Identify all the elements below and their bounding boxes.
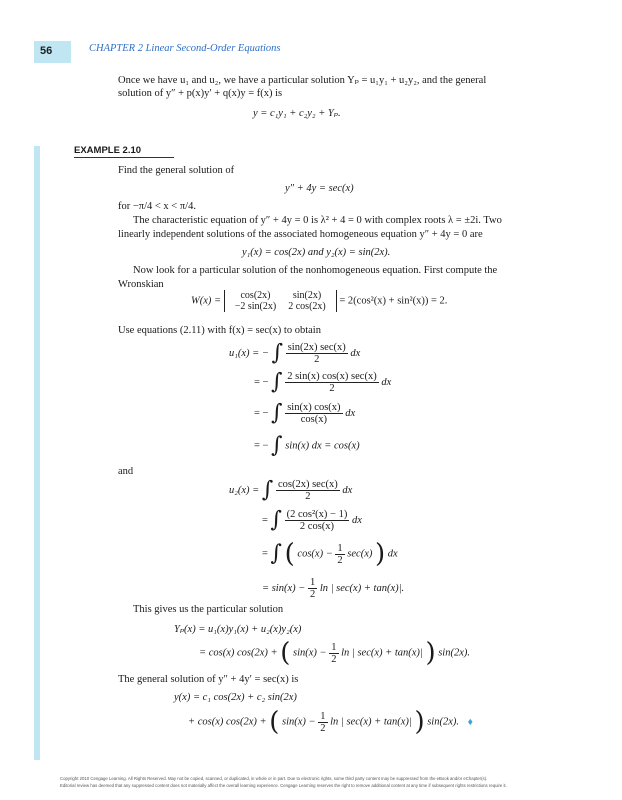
example-side-bar [34,146,40,760]
left-paren: ( [284,539,295,569]
right-paren: ) [425,638,436,668]
page-number-box [34,41,71,63]
w-a: cos(2x) [240,290,271,301]
u1-line-1: u₁(x) = − ∫ $\frac{\sin(2x) \sec(x)}{2}$ dx [229,340,361,366]
homogeneous-solutions: y₁(x) = cos(2x) and y₂(x) = sin(2x). [242,247,391,258]
u1-lhs: u₁(x) = − [229,348,269,359]
u2-fraction-2: $\frac{\text{(2 cos²(x) − 1)}}{2 \cos(x)}$ [286,509,348,532]
w-b: sin(2x) [292,290,322,301]
left-paren: ( [269,707,280,737]
find-text: Find the general solution of [118,165,235,176]
now-line-2: Wronskian [118,279,164,290]
u2-line-1: u₂(x) = ∫ $\frac{\cos(2x) \sec(x)}{2}$ dx [229,477,353,503]
u1-line-4: = − ∫ sin(x) dx = cos(x) [254,433,360,458]
domain-text: for −π/4 < x < π/4. [118,201,196,212]
example-title-rule [74,157,174,158]
integral-sign: ∫ [270,507,283,533]
general-text: The general solution of y″ + 4y′ = sec(x) is [118,674,299,685]
half-fraction: $\frac{1}{2}$ [320,710,326,734]
integral-sign: ∫ [270,541,283,566]
now-line-1: Now look for a particular solution of the nonhomogeneous equation. First compute the [133,265,498,276]
intro-line-2: solution of y″ + p(x)y′ + q(x)y = f(x) is [118,88,283,99]
particular-solution-1: Yₚ(x) = u₁(x)y₁(x) + u₂(x)y₂(x) [174,624,302,635]
u1-fraction-3: $\frac{\sin(x) \cos(x)}{\cos(x)}$ [287,402,341,425]
char-line-1: The characteristic equation of y″ + 4y = 0 is λ² + 4 = 0 with complex roots λ = ±2i. Two [133,215,502,226]
ode-equation: y″ + 4y = sec(x) [285,183,354,194]
gives-text: This gives us the particular solution [133,604,284,615]
wronskian-equation [191,290,447,312]
half-fraction: $\frac{1}{2}$ [337,542,343,566]
integral-sign: ∫ [271,400,283,426]
w-d: 2 cos(2x) [288,301,326,312]
wronskian-determinant [224,290,337,312]
general-solution-2: + cos(x) cos(2x) + ( sin(x) − $\frac{1}{2}$ ln | sec(x) + tan(x)| ) sin(2x). ♦ [188,707,473,737]
integral-sign: ∫ [271,369,283,395]
u2-fraction-1: $\frac{\cos(2x) \sec(x)}{2}$ [277,479,338,502]
u2-line-4: = sin(x) − $\frac{1}{2}$ ln | sec(x) + tan(x)|. [262,577,405,600]
end-of-example-diamond-icon: ♦ [467,716,473,728]
w-c: −2 sin(2x) [234,301,277,312]
u1-fraction-2: $\frac{2 \sin(x) \cos(x) \sec(x)}{2}$ [287,371,377,394]
u1-line-3: = − ∫ $\frac{\sin(x) \cos(x)}{\cos(x)}$ dx [254,400,356,426]
u2-line-2: = ∫ $\frac{\text{(2 cos²(x) − 1)}}{2 \cos(x)}$ dx [262,507,362,533]
example-title: EXAMPLE 2.10 [74,145,142,156]
footer-line-2: Editorial review has deemed that any suppressed content does not materially affect the overall learning experience. Cengage Learning reserves the right to remove additional content at any time if subsequent rights restrictions require it. [60,783,507,788]
use-text: Use equations (2.11) with f(x) = sec(x) to obtain [118,325,321,336]
general-solution-1: y(x) = c₁ cos(2x) + c₂ sin(2x) [174,692,297,703]
wronskian-lhs: W(x) = [191,295,222,307]
half-fraction: $\frac{1}{2}$ [309,577,316,600]
intro-equation: y = c₁y₁ + c₂y₂ + Yₚ. [253,108,341,119]
half-fraction: $\frac{1}{2}$ [331,641,337,665]
left-paren: ( [280,638,291,668]
and-text: and [118,466,134,477]
particular-solution-2: = cos(x) cos(2x) + ( sin(x) − $\frac{1}{2}$ ln | sec(x) + tan(x)| ) sin(2x). [199,638,471,668]
u1-line-2: = − ∫ $\frac{2 \sin(x) \cos(x) \sec(x)}{2}$ dx [254,369,392,395]
right-paren: ) [374,539,386,569]
wronskian-rhs: = 2(cos²(x) + sin²(x)) = 2. [339,295,448,307]
intro-line-1: Once we have u₁ and u₂, we have a particular solution Yₚ = u₁y₁ + u₂y₂, and the general [118,75,487,86]
page-number: 56 [40,45,53,57]
char-line-2: linearly independent solutions of the associated homogeneous equation y″ + 4y = 0 are [118,229,483,240]
u2-line-3: = ∫ ( cos(x) − $\frac{1}{2}$ sec(x) ) dx [262,539,398,569]
footer-line-1: Copyright 2010 Cengage Learning. All Rights Reserved. May not be copied, scanned, or duplicated, in whole or in part. Due to electronic rights, some third party content may be suppressed from the eBook and/or eChapter(s). [60,776,488,781]
integral-sign: ∫ [271,433,283,458]
u1-fraction-1: $\frac{\sin(2x) \sec(x)}{2}$ [287,342,346,365]
chapter-title: CHAPTER 2 Linear Second-Order Equations [89,43,281,54]
right-paren: ) [414,707,425,737]
integral-sign: ∫ [271,340,284,366]
integral-sign: ∫ [261,477,274,503]
